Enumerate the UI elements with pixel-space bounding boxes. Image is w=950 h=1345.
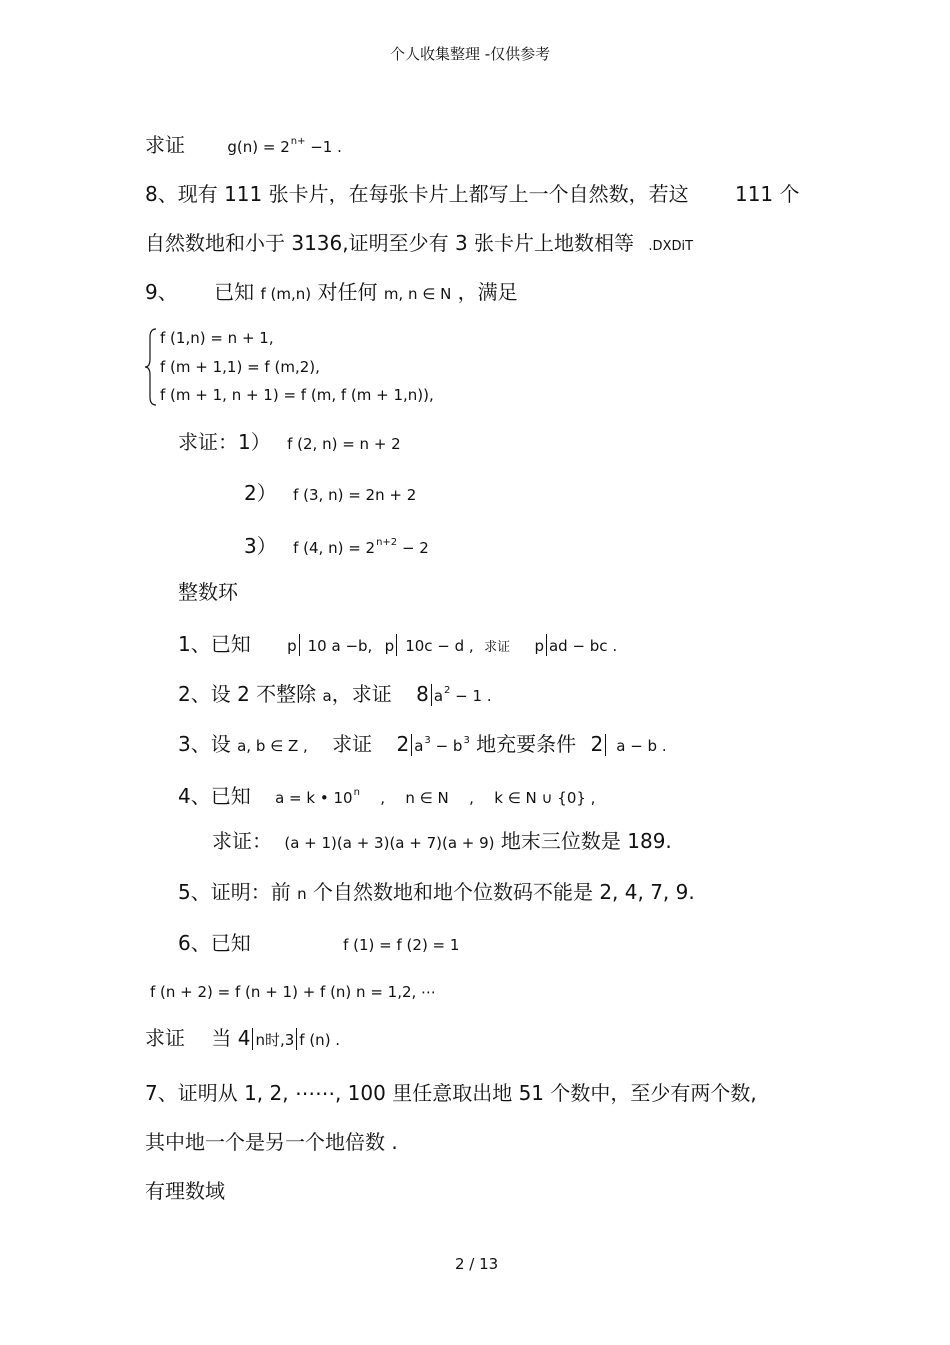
- problem-9-line: [145, 280, 518, 306]
- formula: f (1) = f (2) = 1: [343, 936, 460, 954]
- item-number: 2）: [244, 481, 277, 505]
- recurrence-formula: f (n + 2) = f (n + 1) + f (n) n = 1,2, ⋯: [150, 983, 437, 1001]
- formula-tail: − 2: [397, 539, 429, 557]
- problem-8-text-tail: 111 个: [734, 182, 800, 206]
- exponent: 2: [444, 685, 451, 696]
- formula: 当 4: [211, 1026, 251, 1050]
- ring-problem-2: [178, 679, 492, 708]
- ring-problem-6: [178, 931, 459, 957]
- ring-problem-1: [178, 632, 617, 660]
- formula: a − b .: [616, 737, 667, 755]
- ring-problem-4: [178, 781, 595, 810]
- formula: k ∈ N ∪ {0} ,: [494, 789, 596, 807]
- ring-problem-7: [145, 1081, 757, 1105]
- problem-text: 地充要条件: [476, 732, 577, 756]
- page-number: 2 / 13: [455, 1255, 499, 1273]
- problem-text: 1、已知: [178, 632, 251, 656]
- formula-tail: −1 .: [305, 138, 342, 156]
- prove-item-3: [244, 531, 429, 560]
- exponent: 3: [424, 735, 431, 746]
- problem-text: 3、设: [178, 732, 231, 756]
- proof-line-g: [145, 130, 342, 159]
- problem-text: ，求证: [331, 682, 392, 706]
- problem-text: 个自然数地和地个位数码不能是 2, 4, 7, 9.: [312, 880, 695, 904]
- problem-text: 6、已知: [178, 931, 251, 955]
- formula: − b: [430, 737, 463, 755]
- formula: m, n ∈ N: [383, 285, 452, 303]
- divides-bar: [431, 684, 432, 706]
- exponent: n+: [290, 136, 306, 147]
- formula: g(n) = 2: [227, 138, 290, 156]
- divides-bar: [299, 634, 300, 656]
- item-number: 3）: [244, 534, 277, 558]
- proof-label: 求证: [145, 133, 185, 157]
- formula: 2: [396, 732, 410, 756]
- prove-label: 求证: [484, 640, 511, 655]
- formula: n: [297, 885, 307, 903]
- formula: f (n) .: [299, 1031, 341, 1049]
- separator: ,: [380, 789, 386, 807]
- formula: n时,3: [255, 1031, 295, 1049]
- formula: n ∈ N: [405, 789, 449, 807]
- problem-number: 9、: [145, 280, 178, 304]
- divides-bar: [296, 1028, 297, 1050]
- problem-8-line-2: [145, 231, 693, 259]
- problem-text: 已知: [214, 280, 255, 304]
- formula: p: [287, 637, 297, 655]
- formula: p: [534, 637, 544, 655]
- formula: f (4, n) = 2: [293, 539, 376, 557]
- ring-problem-6-proof: [145, 1026, 340, 1052]
- system-eq-3: f (m + 1, n + 1) = f (m, f (m + 1,n)),: [160, 386, 434, 404]
- formula: 10c − d ,: [405, 637, 474, 655]
- formula: ⋯⋯, 100: [294, 1081, 386, 1105]
- prove-item-1: [178, 430, 401, 456]
- formula: f (2, n) = n + 2: [287, 435, 401, 453]
- problem-text: 4、已知: [178, 784, 251, 808]
- problem-8-text: 自然数地和小于 3136,证明至少有 3 张卡片上地数相等: [145, 231, 635, 255]
- formula: (a + 1)(a + 3)(a + 7)(a + 9): [284, 834, 495, 852]
- page-header: 个人收集整理 -仅供参考: [390, 45, 551, 63]
- watermark-code: .DXDiT: [648, 239, 694, 254]
- formula: p: [384, 637, 395, 655]
- formula: f (m,n): [260, 285, 312, 303]
- problem-text: 地末三位数是 189.: [500, 829, 672, 853]
- ring-problem-7-line-2: 其中地一个是另一个地倍数 .: [145, 1130, 398, 1154]
- exponent: 3: [463, 735, 470, 746]
- prove-label: 求证：1）: [178, 430, 271, 454]
- formula: a: [414, 737, 424, 755]
- ring-problem-4-proof: [212, 829, 672, 855]
- problem-text: 5、证明：前: [178, 880, 291, 904]
- problem-text: 对任何: [317, 280, 378, 304]
- formula: a = k • 10: [275, 789, 353, 807]
- formula-tail: − 1 .: [450, 687, 492, 705]
- divides-bar: [252, 1028, 253, 1050]
- formula: f (3, n) = 2n + 2: [293, 486, 417, 504]
- exponent: n: [353, 787, 360, 798]
- formula: a, b ∈ Z ,: [237, 737, 308, 755]
- problem-text: 求证: [332, 732, 373, 756]
- ring-problem-5: [178, 880, 695, 906]
- problem-text: 2、设 2 不整除: [178, 682, 317, 706]
- formula: a: [433, 687, 444, 705]
- section-title-integer-ring: 整数环: [178, 580, 238, 604]
- prove-label: 求证: [145, 1026, 185, 1050]
- prove-label: 求证：: [212, 829, 272, 853]
- formula: ad − bc .: [548, 637, 618, 655]
- formula: 8: [416, 682, 429, 706]
- problem-text: ，满足: [457, 280, 518, 304]
- divides-bar: [396, 634, 397, 656]
- problem-text: 7、证明从 1, 2,: [145, 1081, 289, 1105]
- system-eq-2: f (m + 1,1) = f (m,2),: [160, 358, 320, 376]
- divides-bar: [546, 634, 547, 656]
- formula: a: [322, 687, 332, 705]
- left-brace-icon: [144, 327, 158, 407]
- exponent: n+2: [376, 537, 398, 548]
- separator: ,: [469, 789, 474, 807]
- problem-8-text: 8、现有 111 张卡片，在每张卡片上都写上一个自然数，若这: [145, 182, 689, 206]
- divides-bar: [411, 734, 412, 756]
- ring-problem-3: [178, 729, 667, 758]
- formula: 2: [590, 732, 604, 756]
- prove-item-2: [244, 481, 416, 507]
- problem-8-line-1: [145, 182, 800, 206]
- formula: 10 a −b,: [307, 637, 373, 655]
- system-eq-1: f (1,n) = n + 1,: [160, 329, 274, 347]
- section-title-rational-field: 有理数域: [145, 1179, 225, 1203]
- problem-text: 里任意取出地 51 个数中，至少有两个数,: [392, 1081, 757, 1105]
- divides-bar: [605, 734, 606, 756]
